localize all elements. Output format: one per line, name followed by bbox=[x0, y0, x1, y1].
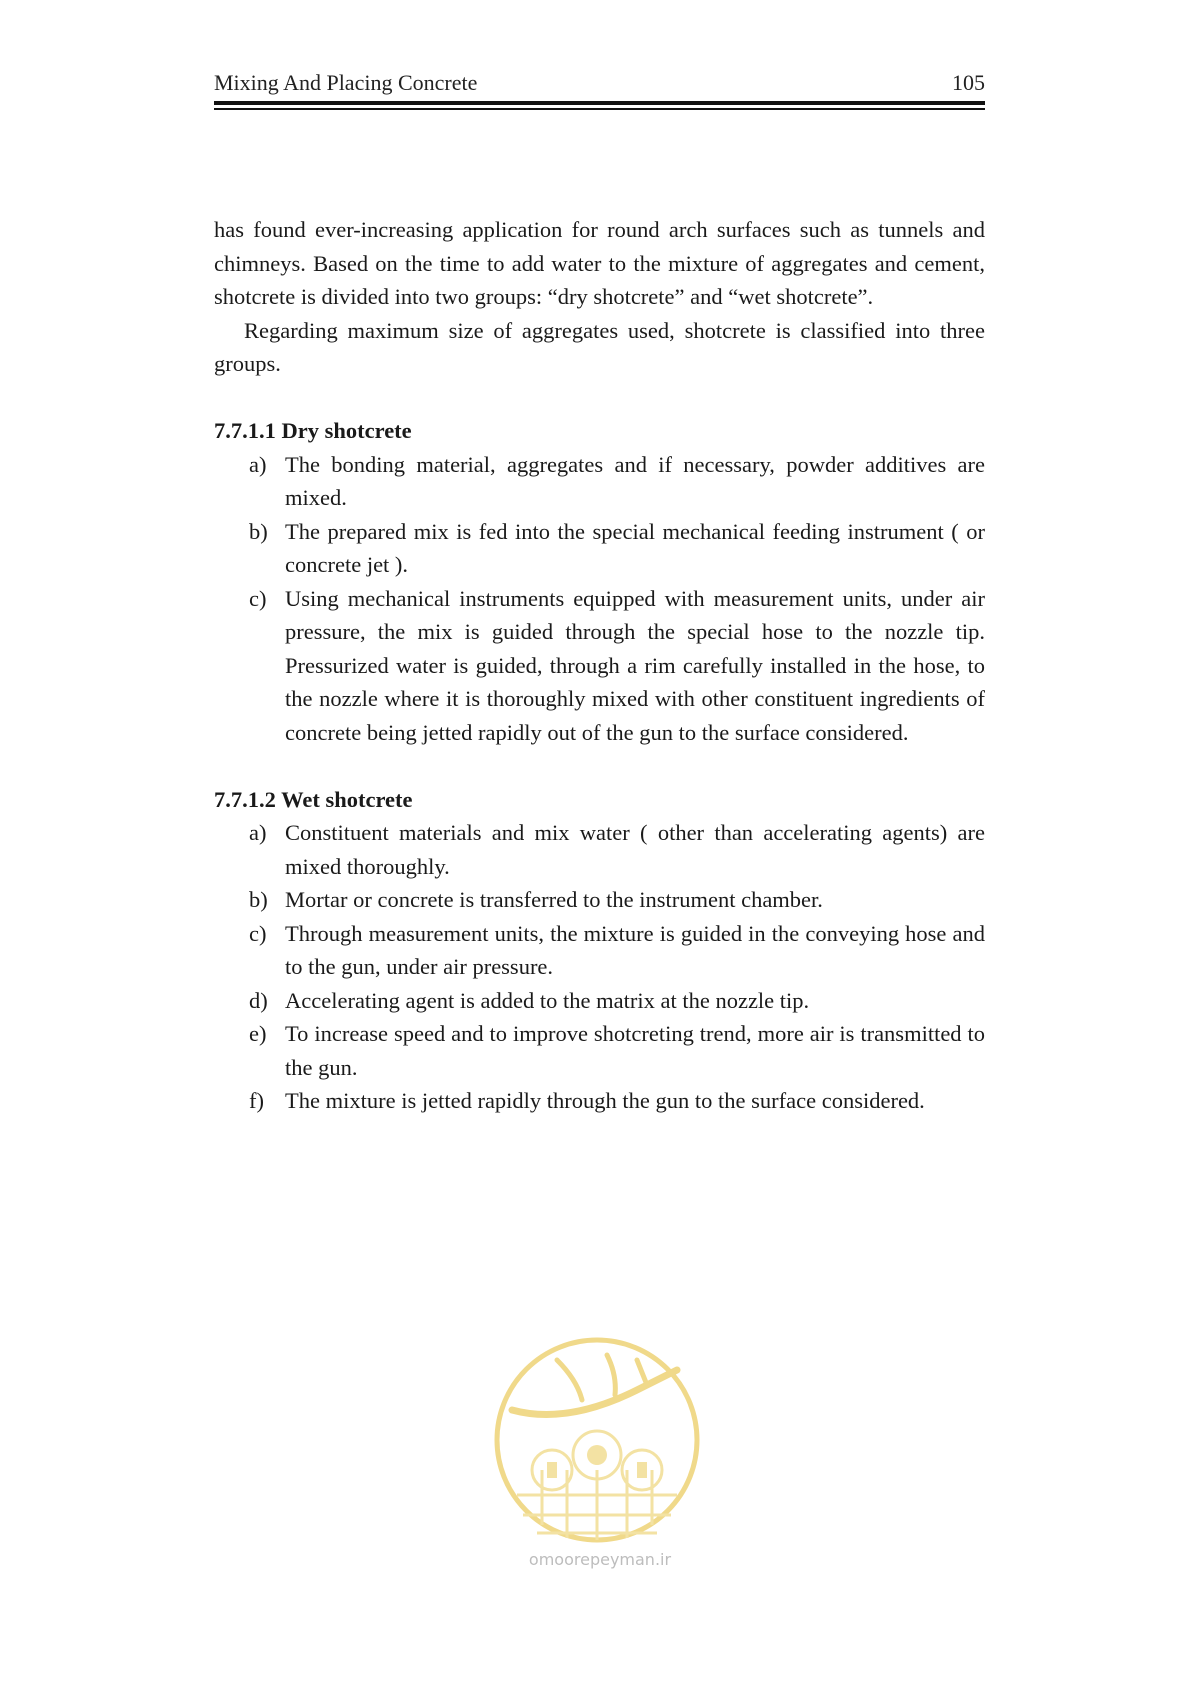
list-item-text: To increase speed and to improve shotcreting trend, more air is transmitted to the gun. bbox=[285, 1021, 985, 1080]
list-marker: e) bbox=[249, 1021, 267, 1046]
list-item-text: Accelerating agent is added to the matrix at the nozzle tip. bbox=[285, 987, 810, 1013]
header-rule-thin bbox=[214, 108, 985, 110]
list-item bbox=[214, 582, 985, 750]
list-marker: a) bbox=[249, 820, 267, 845]
section-heading-wet: 7.7.1.2 Wet shotcrete bbox=[214, 786, 413, 812]
list-marker: d) bbox=[249, 987, 268, 1013]
body-text bbox=[214, 213, 985, 1118]
list-item-text: Mortar or concrete is transferred to the instrument chamber. bbox=[285, 887, 823, 912]
list-item bbox=[214, 816, 985, 883]
list-item-text: Constituent materials and mix water ( other than accelerating agents) are mixed thoroughly. bbox=[285, 820, 985, 879]
list-item bbox=[214, 515, 985, 582]
list-item-text: The bonding material, aggregates and if necessary, powder additives are mixed. bbox=[285, 451, 985, 510]
intro-paragraph-1: has found ever-increasing application for round arch surfaces such as tunnels and chimneys. Based on the time to add water to the mixture of aggregates and cement, shotcrete is divided into two groups: “dry shotcrete” and “wet shotcrete”. bbox=[214, 217, 985, 309]
list-item bbox=[214, 917, 985, 984]
running-header bbox=[214, 70, 985, 96]
list-item-text: The prepared mix is fed into the special mechanical feeding instrument ( or concrete jet ). bbox=[285, 518, 985, 577]
list-marker: a) bbox=[249, 451, 267, 477]
dry-shotcrete-list bbox=[214, 448, 985, 750]
list-item bbox=[214, 984, 985, 1018]
section-heading-dry: 7.7.1.1 Dry shotcrete bbox=[214, 418, 412, 443]
list-item bbox=[214, 1084, 985, 1118]
wet-shotcrete-list bbox=[214, 816, 985, 1118]
list-item bbox=[214, 883, 985, 917]
header-title: Mixing And Placing Concrete bbox=[214, 70, 478, 95]
omoorepeyman-logo-icon bbox=[487, 1330, 707, 1570]
spacer bbox=[214, 381, 985, 415]
watermark-url: omoorepeyman.ir bbox=[528, 1550, 672, 1569]
list-marker: b) bbox=[249, 518, 268, 544]
list-marker: c) bbox=[249, 920, 267, 946]
list-item-text: The mixture is jetted rapidly through the gun to the surface considered. bbox=[285, 1088, 925, 1113]
list-item bbox=[214, 1017, 985, 1084]
list-item bbox=[214, 448, 985, 515]
page-number: 105 bbox=[952, 70, 985, 95]
list-marker: b) bbox=[249, 887, 268, 912]
intro-paragraph-2: Regarding maximum size of aggregates used, shotcrete is classified into three groups. bbox=[214, 317, 985, 376]
header-rule-thick bbox=[214, 101, 985, 105]
spacer bbox=[214, 749, 985, 783]
list-marker: c) bbox=[249, 585, 267, 611]
list-marker: f) bbox=[249, 1088, 264, 1113]
list-item-text: Through measurement units, the mixture is guided in the conveying hose and to the gun, under air pressure. bbox=[285, 920, 985, 979]
list-item-text: Using mechanical instruments equipped with measurement units, under air pressure, the mix is guided through the special hose to the nozzle tip. Pressurized water is guided, through a rim carefully installed in the hose, to the nozzle where it is thoroughly mixed with other constituent ingredients of concrete being jetted rapidly out of the gun to the surface considered. bbox=[285, 585, 985, 745]
